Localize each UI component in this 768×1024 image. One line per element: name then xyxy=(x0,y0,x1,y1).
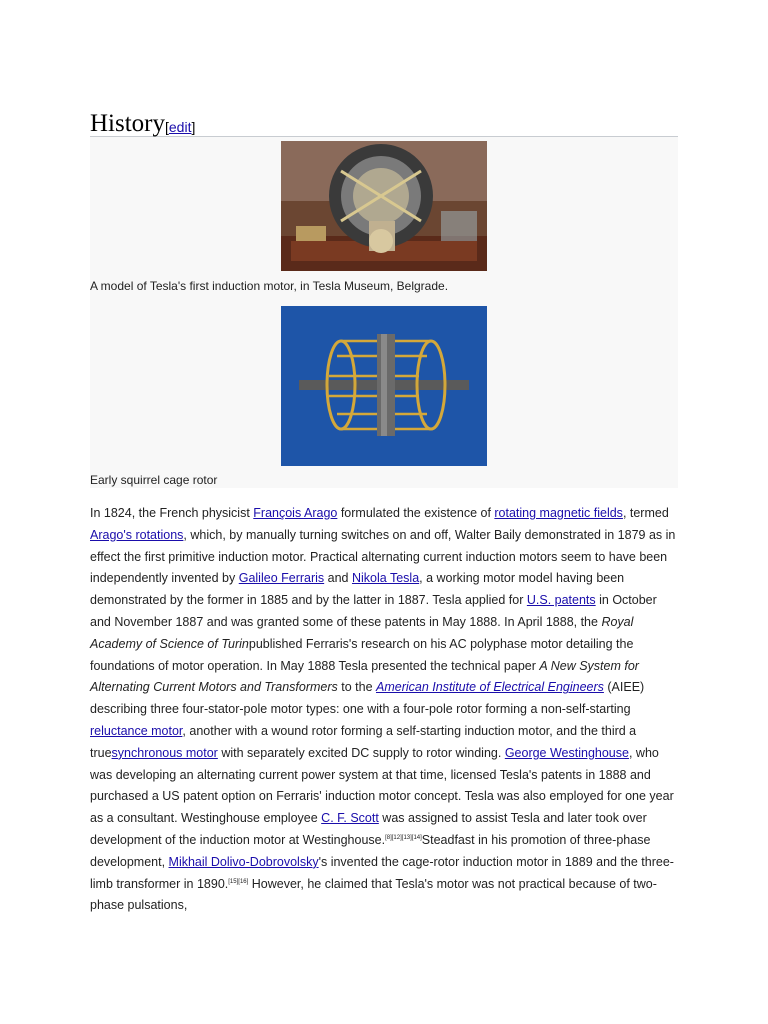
article-link[interactable]: George Westinghouse xyxy=(504,745,629,760)
paragraph-text: , termed xyxy=(622,506,669,520)
article-link[interactable]: Arago's rotations xyxy=(90,527,184,542)
citation-ref[interactable]: [8][12][13][14] xyxy=(385,834,422,841)
paragraph-text: Steadfast in his promotion of three-phase development, xyxy=(90,832,651,869)
section-title: History xyxy=(90,110,165,137)
article-link[interactable]: François Arago xyxy=(253,506,338,520)
paragraph-text: (AIEE) describing three four-stator-pole motor types: one with a four-pole rotor forming a non-self-starting xyxy=(90,680,645,717)
paragraph-text: and xyxy=(324,571,352,586)
squirrel-cage-rotor-image[interactable] xyxy=(281,306,487,466)
figure-caption-2: Early squirrel cage rotor xyxy=(90,473,218,487)
paragraph-text: was assigned to assist Tesla and later took over development of the induction motor at Westinghouse. xyxy=(90,811,647,847)
italic-text: A New System for Alternating Current Motors and Transformers xyxy=(90,658,639,695)
paragraph-text: , who was developing an alternating current power system at that time, licensed Tesla's patents in 1888 and purchased a US patent option on Ferraris' induction motor concept. Tesla was also employed for one year as a consultant. Westinghouse employee xyxy=(90,745,674,826)
article-link[interactable]: C. F. Scott xyxy=(321,811,379,826)
figure-caption-1: A model of Tesla's first induction motor, in Tesla Museum, Belgrade. xyxy=(90,279,449,293)
paragraph-text: In 1824, the French physicist xyxy=(90,506,254,520)
article-link[interactable]: Galileo Ferraris xyxy=(238,571,325,586)
article-link[interactable]: Nikola Tesla xyxy=(351,571,420,586)
paragraph-text: formulated the existence of xyxy=(337,506,495,520)
article-link[interactable]: synchronous motor xyxy=(111,745,218,760)
article-link[interactable]: Mikhail Dolivo-Dobrovolsky xyxy=(168,854,319,869)
edit-section: [edit] xyxy=(165,119,196,135)
tesla-motor-model-picture xyxy=(281,141,487,271)
citation-ref[interactable]: [15][16] xyxy=(228,878,249,885)
paragraph-text: , another with a wound rotor forming a self-starting induction motor, and the third a true xyxy=(90,723,637,760)
paragraph-text: with separately excited DC supply to rotor winding. xyxy=(217,745,505,760)
paragraph-text: However, he claimed that Tesla's motor was not practical because of two-phase pulsations, xyxy=(90,876,657,913)
edit-link[interactable]: edit xyxy=(168,119,192,135)
article-link[interactable]: U.S. patents xyxy=(526,593,596,608)
article-link[interactable]: rotating magnetic fields xyxy=(494,506,623,520)
section-heading xyxy=(90,106,678,137)
squirrel-cage-rotor-picture xyxy=(281,306,487,466)
paragraph-text: , a working motor model having been demonstrated by the former in 1885 and by the latter in 1887. Tesla applied for xyxy=(90,571,625,608)
figures-box xyxy=(90,137,678,488)
paragraph-text: in October and November 1887 and was granted some of these patents in May 1888. In April 1888, the xyxy=(90,593,657,629)
article-link[interactable]: reluctance motor xyxy=(90,723,183,738)
paragraph-text: , which, by manually turning switches on and off, Walter Baily demonstrated in 1879 as in effect the first primitive induction motor. Practical alternating current induction motors seem to have been independently invented by xyxy=(90,527,676,586)
paragraph-text: 's invented the cage-rotor induction motor in 1889 and the three-limb transformer in 1890. xyxy=(90,854,674,891)
tesla-motor-model-image[interactable] xyxy=(281,141,487,271)
history-paragraph xyxy=(90,503,678,917)
article-link[interactable]: American Institute of Electrical Engineers xyxy=(376,680,604,695)
italic-text: Royal Academy of Science of Turin xyxy=(90,614,634,651)
paragraph-text: to the xyxy=(337,680,377,695)
paragraph-text: published Ferraris's research on his AC polyphase motor detailing the foundations of motor operation. In May 1888 Tesla presented the technical paper xyxy=(90,636,634,673)
